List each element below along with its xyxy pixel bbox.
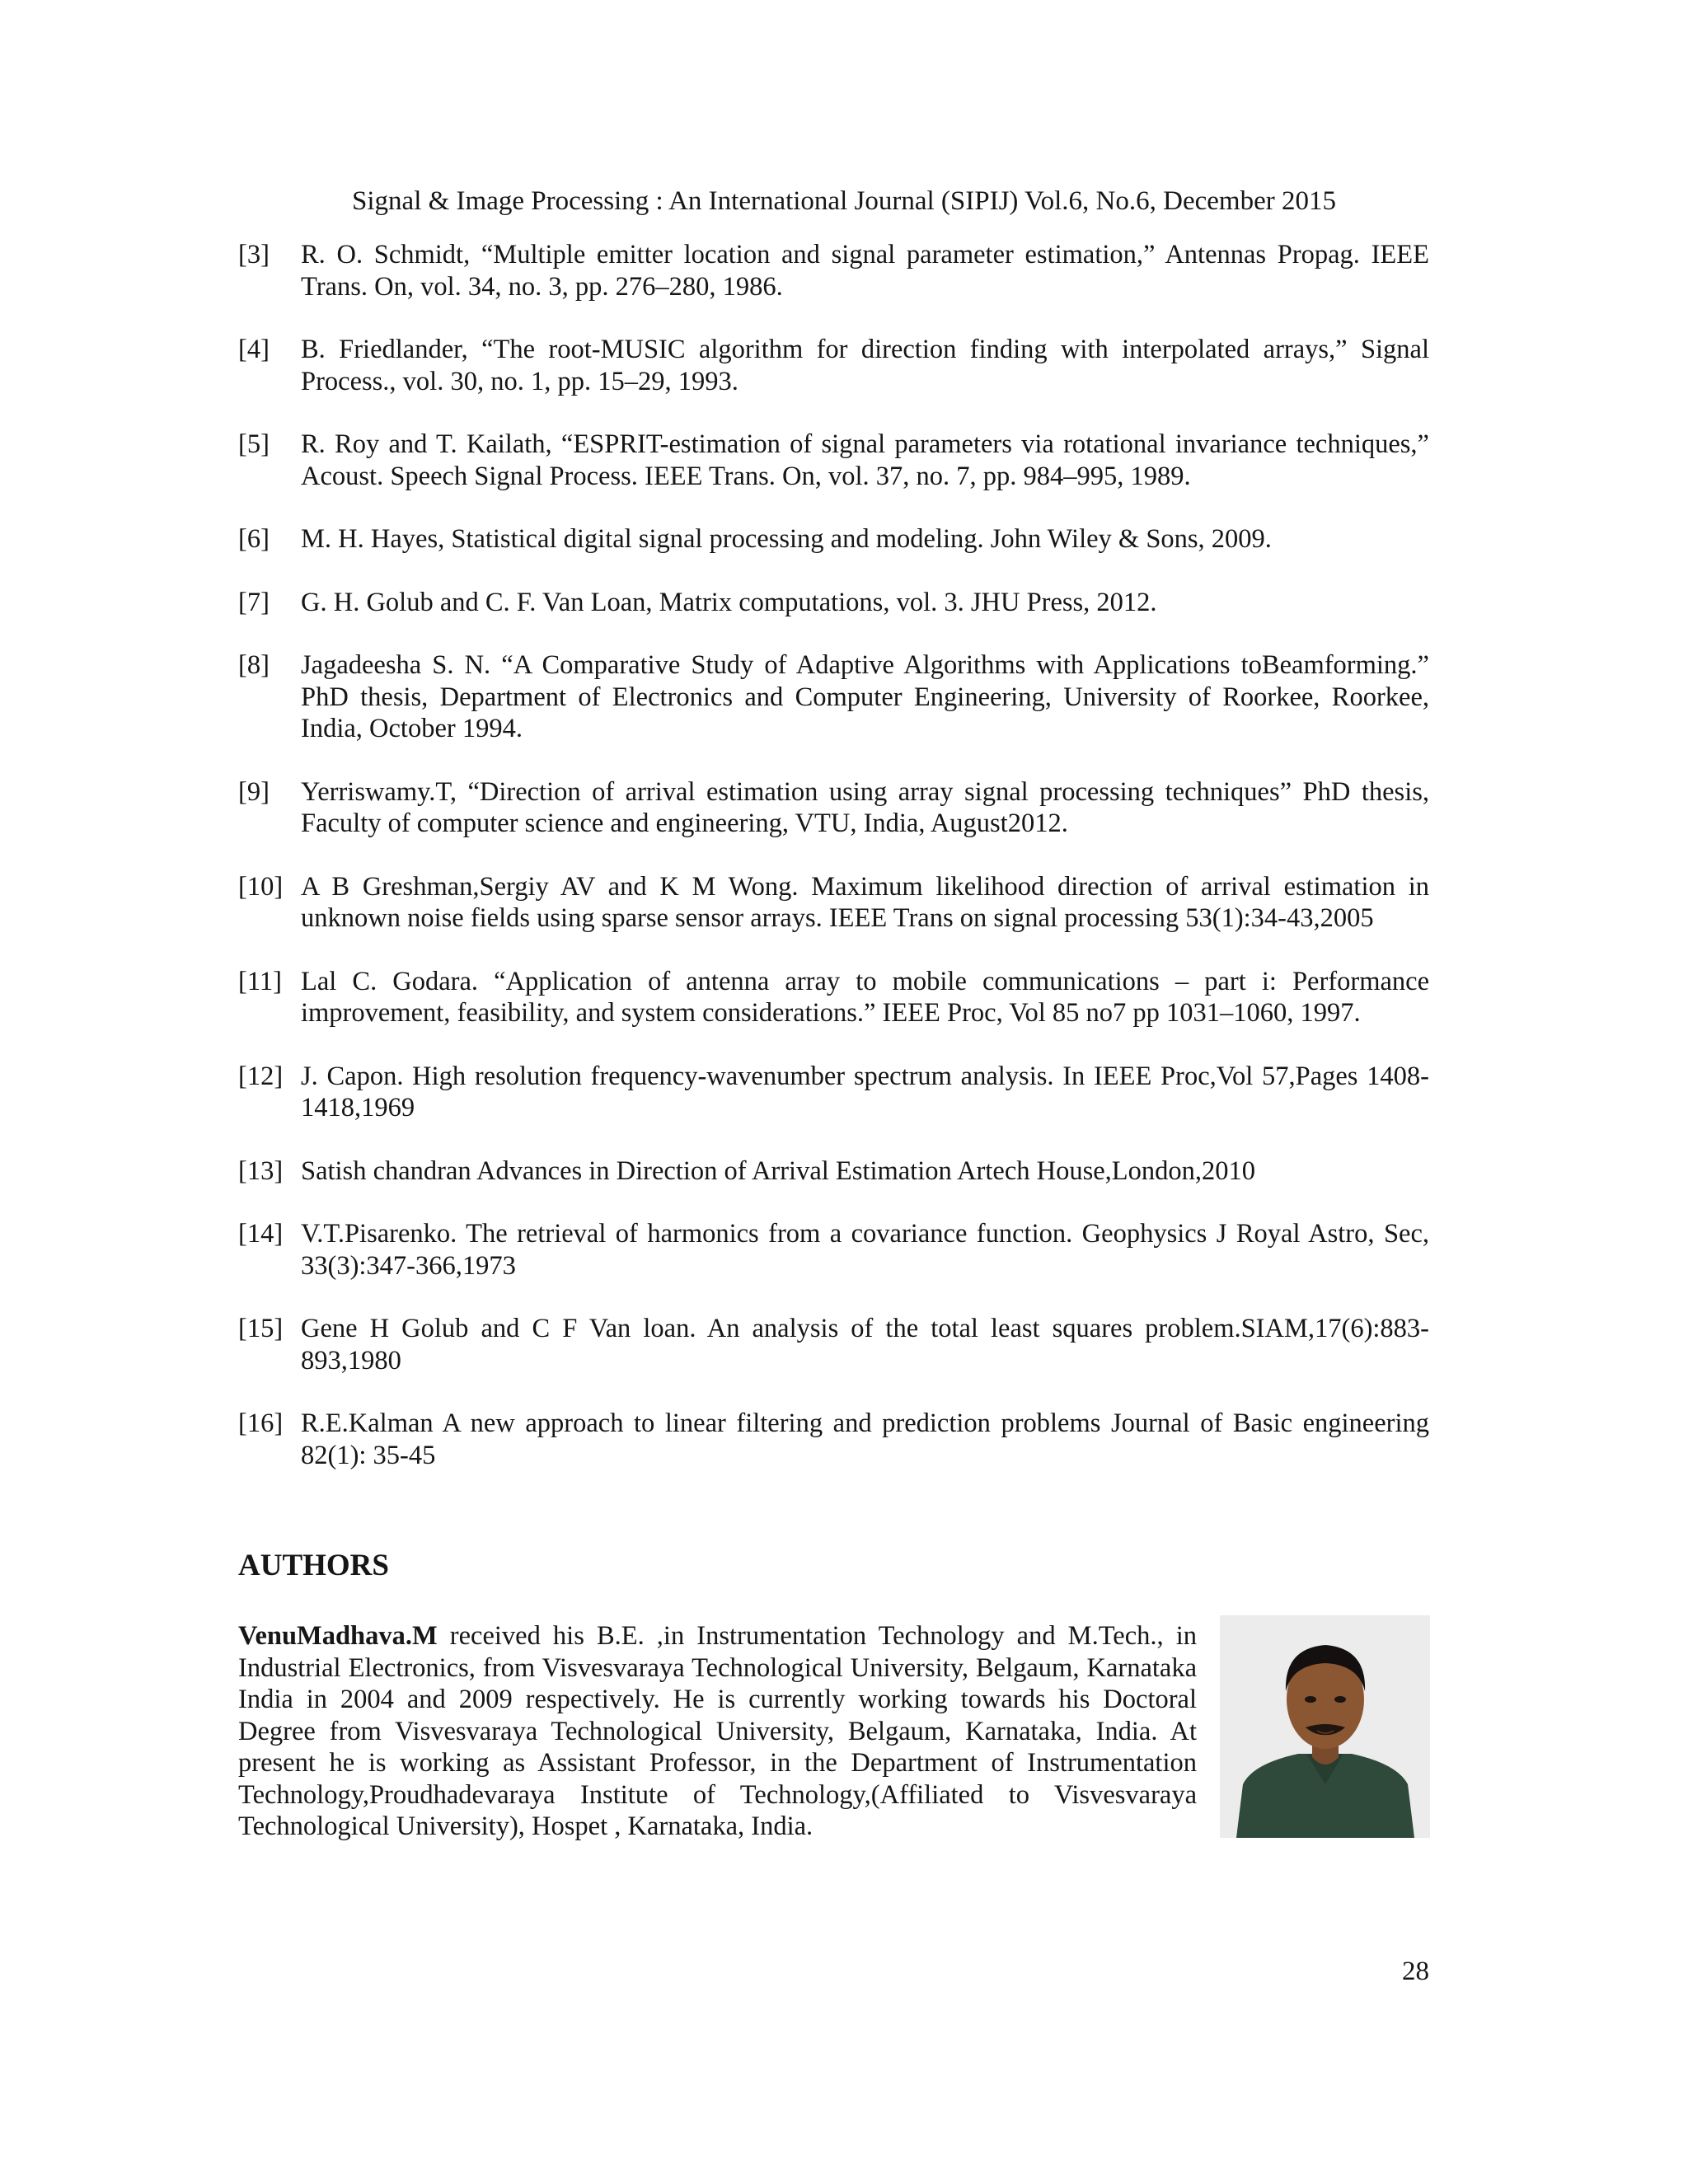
reference-item xyxy=(238,1313,1429,1376)
reference-item xyxy=(238,429,1429,492)
reference-text: R.E.Kalman A new approach to linear filtering and prediction problems Journal of Basic engineering 82(1): 35-45 xyxy=(301,1408,1429,1470)
reference-number: [12] xyxy=(238,1061,284,1091)
reference-item xyxy=(238,776,1429,840)
reference-text: M. H. Hayes, Statistical digital signal processing and modeling. John Wiley & Sons, 2009. xyxy=(301,524,1272,554)
reference-item xyxy=(238,966,1429,1029)
reference-text: Yerriswamy.T, “Direction of arrival estimation using array signal processing techniques” PhD thesis, Faculty of computer science and engineering, VTU, India, August2012. xyxy=(301,776,1429,838)
reference-text: J. Capon. High resolution frequency-wavenumber spectrum analysis. In IEEE Proc,Vol 57,Pages 1408-1418,1969 xyxy=(301,1061,1429,1122)
reference-text: Jagadeesha S. N. “A Comparative Study of Adaptive Algorithms with Applications toBeamforming.” PhD thesis, Department of Electronics and Computer Engineering, University of Roorkee, Roorkee, India, October 1994. xyxy=(301,650,1429,743)
reference-number: [4] xyxy=(238,335,270,364)
reference-number: [5] xyxy=(238,429,270,459)
reference-list xyxy=(238,239,1429,1502)
authors-heading: AUTHORS xyxy=(238,1549,389,1582)
reference-number: [10] xyxy=(238,871,284,902)
author-portrait-illustration xyxy=(1220,1615,1430,1838)
running-header: Signal & Image Processing : An International Journal (SIPIJ) Vol.6, No.6, December 2015 xyxy=(352,186,1336,216)
reference-item xyxy=(238,649,1429,745)
reference-item xyxy=(238,1061,1429,1124)
reference-item xyxy=(238,523,1429,555)
reference-item xyxy=(238,1155,1429,1188)
reference-number: [11] xyxy=(238,966,282,996)
author-bio xyxy=(238,1620,1197,1843)
reference-text: R. Roy and T. Kailath, “ESPRIT-estimation of signal parameters via rotational invariance techniques,” Acoust. Speech Signal Process. IEEE Trans. On, vol. 37, no. 7, pp. 984–995, 1989. xyxy=(301,429,1429,491)
reference-text: B. Friedlander, “The root-MUSIC algorithm for direction finding with interpolated arrays,” Signal Process., vol. 30, no. 1, pp. 15–29, 1993. xyxy=(301,335,1429,396)
author-photo xyxy=(1220,1615,1430,1838)
reference-number: [15] xyxy=(238,1314,284,1343)
reference-number: [6] xyxy=(238,524,270,554)
reference-number: [13] xyxy=(238,1155,284,1186)
author-bio-text: received his B.E. ,in Instrumentation Technology and M.Tech., in Industrial Electronics, from Visvesvaraya Technological University, Belgaum, Karnataka India in 2004 and 2009 respectively. He is currently working towards his Doctoral Degree from Visvesvaraya Technological University, Belgaum, Karnataka, India. At present he is working as Assistant Professor, in the Department of Instrumentation Technology,Proudhadevaraya Institute of Technology,(Affiliated to Visvesvaraya Technological University), Hospet , Karnataka, India. xyxy=(238,1621,1197,1841)
reference-number: [3] xyxy=(238,240,270,269)
reference-text: R. O. Schmidt, “Multiple emitter location and signal parameter estimation,” Antennas Propag. IEEE Trans. On, vol. 34, no. 3, pp. 276–280, 1986. xyxy=(301,240,1429,302)
reference-number: [14] xyxy=(238,1219,284,1249)
reference-text: A B Greshman,Sergiy AV and K M Wong. Maximum likelihood direction of arrival estimation in unknown noise fields using sparse sensor arrays. IEEE Trans on signal processing 53(1):34-43,2005 xyxy=(301,871,1429,933)
reference-item xyxy=(238,587,1429,619)
reference-item xyxy=(238,239,1429,302)
reference-number: [9] xyxy=(238,776,270,807)
reference-number: [7] xyxy=(238,587,270,617)
reference-text: Satish chandran Advances in Direction of Arrival Estimation Artech House,London,2010 xyxy=(301,1155,1256,1186)
reference-number: [16] xyxy=(238,1408,284,1438)
reference-number: [8] xyxy=(238,650,270,680)
reference-text: G. H. Golub and C. F. Van Loan, Matrix computations, vol. 3. JHU Press, 2012. xyxy=(301,587,1157,617)
reference-text: Lal C. Godara. “Application of antenna array to mobile communications – part i: Performance improvement, feasibility, and system considerations.” IEEE Proc, Vol 85 no7 pp 1031–1060, 1997. xyxy=(301,966,1429,1028)
reference-item xyxy=(238,334,1429,397)
reference-item xyxy=(238,1218,1429,1282)
author-name: VenuMadhava.M xyxy=(238,1621,438,1651)
reference-text: V.T.Pisarenko. The retrieval of harmonics from a covariance function. Geophysics J Royal Astro, Sec, 33(3):347-366,1973 xyxy=(301,1219,1429,1281)
reference-text: Gene H Golub and C F Van loan. An analysis of the total least squares problem.SIAM,17(6):883-893,1980 xyxy=(301,1314,1429,1376)
reference-item xyxy=(238,871,1429,935)
page-number: 28 xyxy=(1402,1957,1429,1986)
reference-item xyxy=(238,1408,1429,1471)
